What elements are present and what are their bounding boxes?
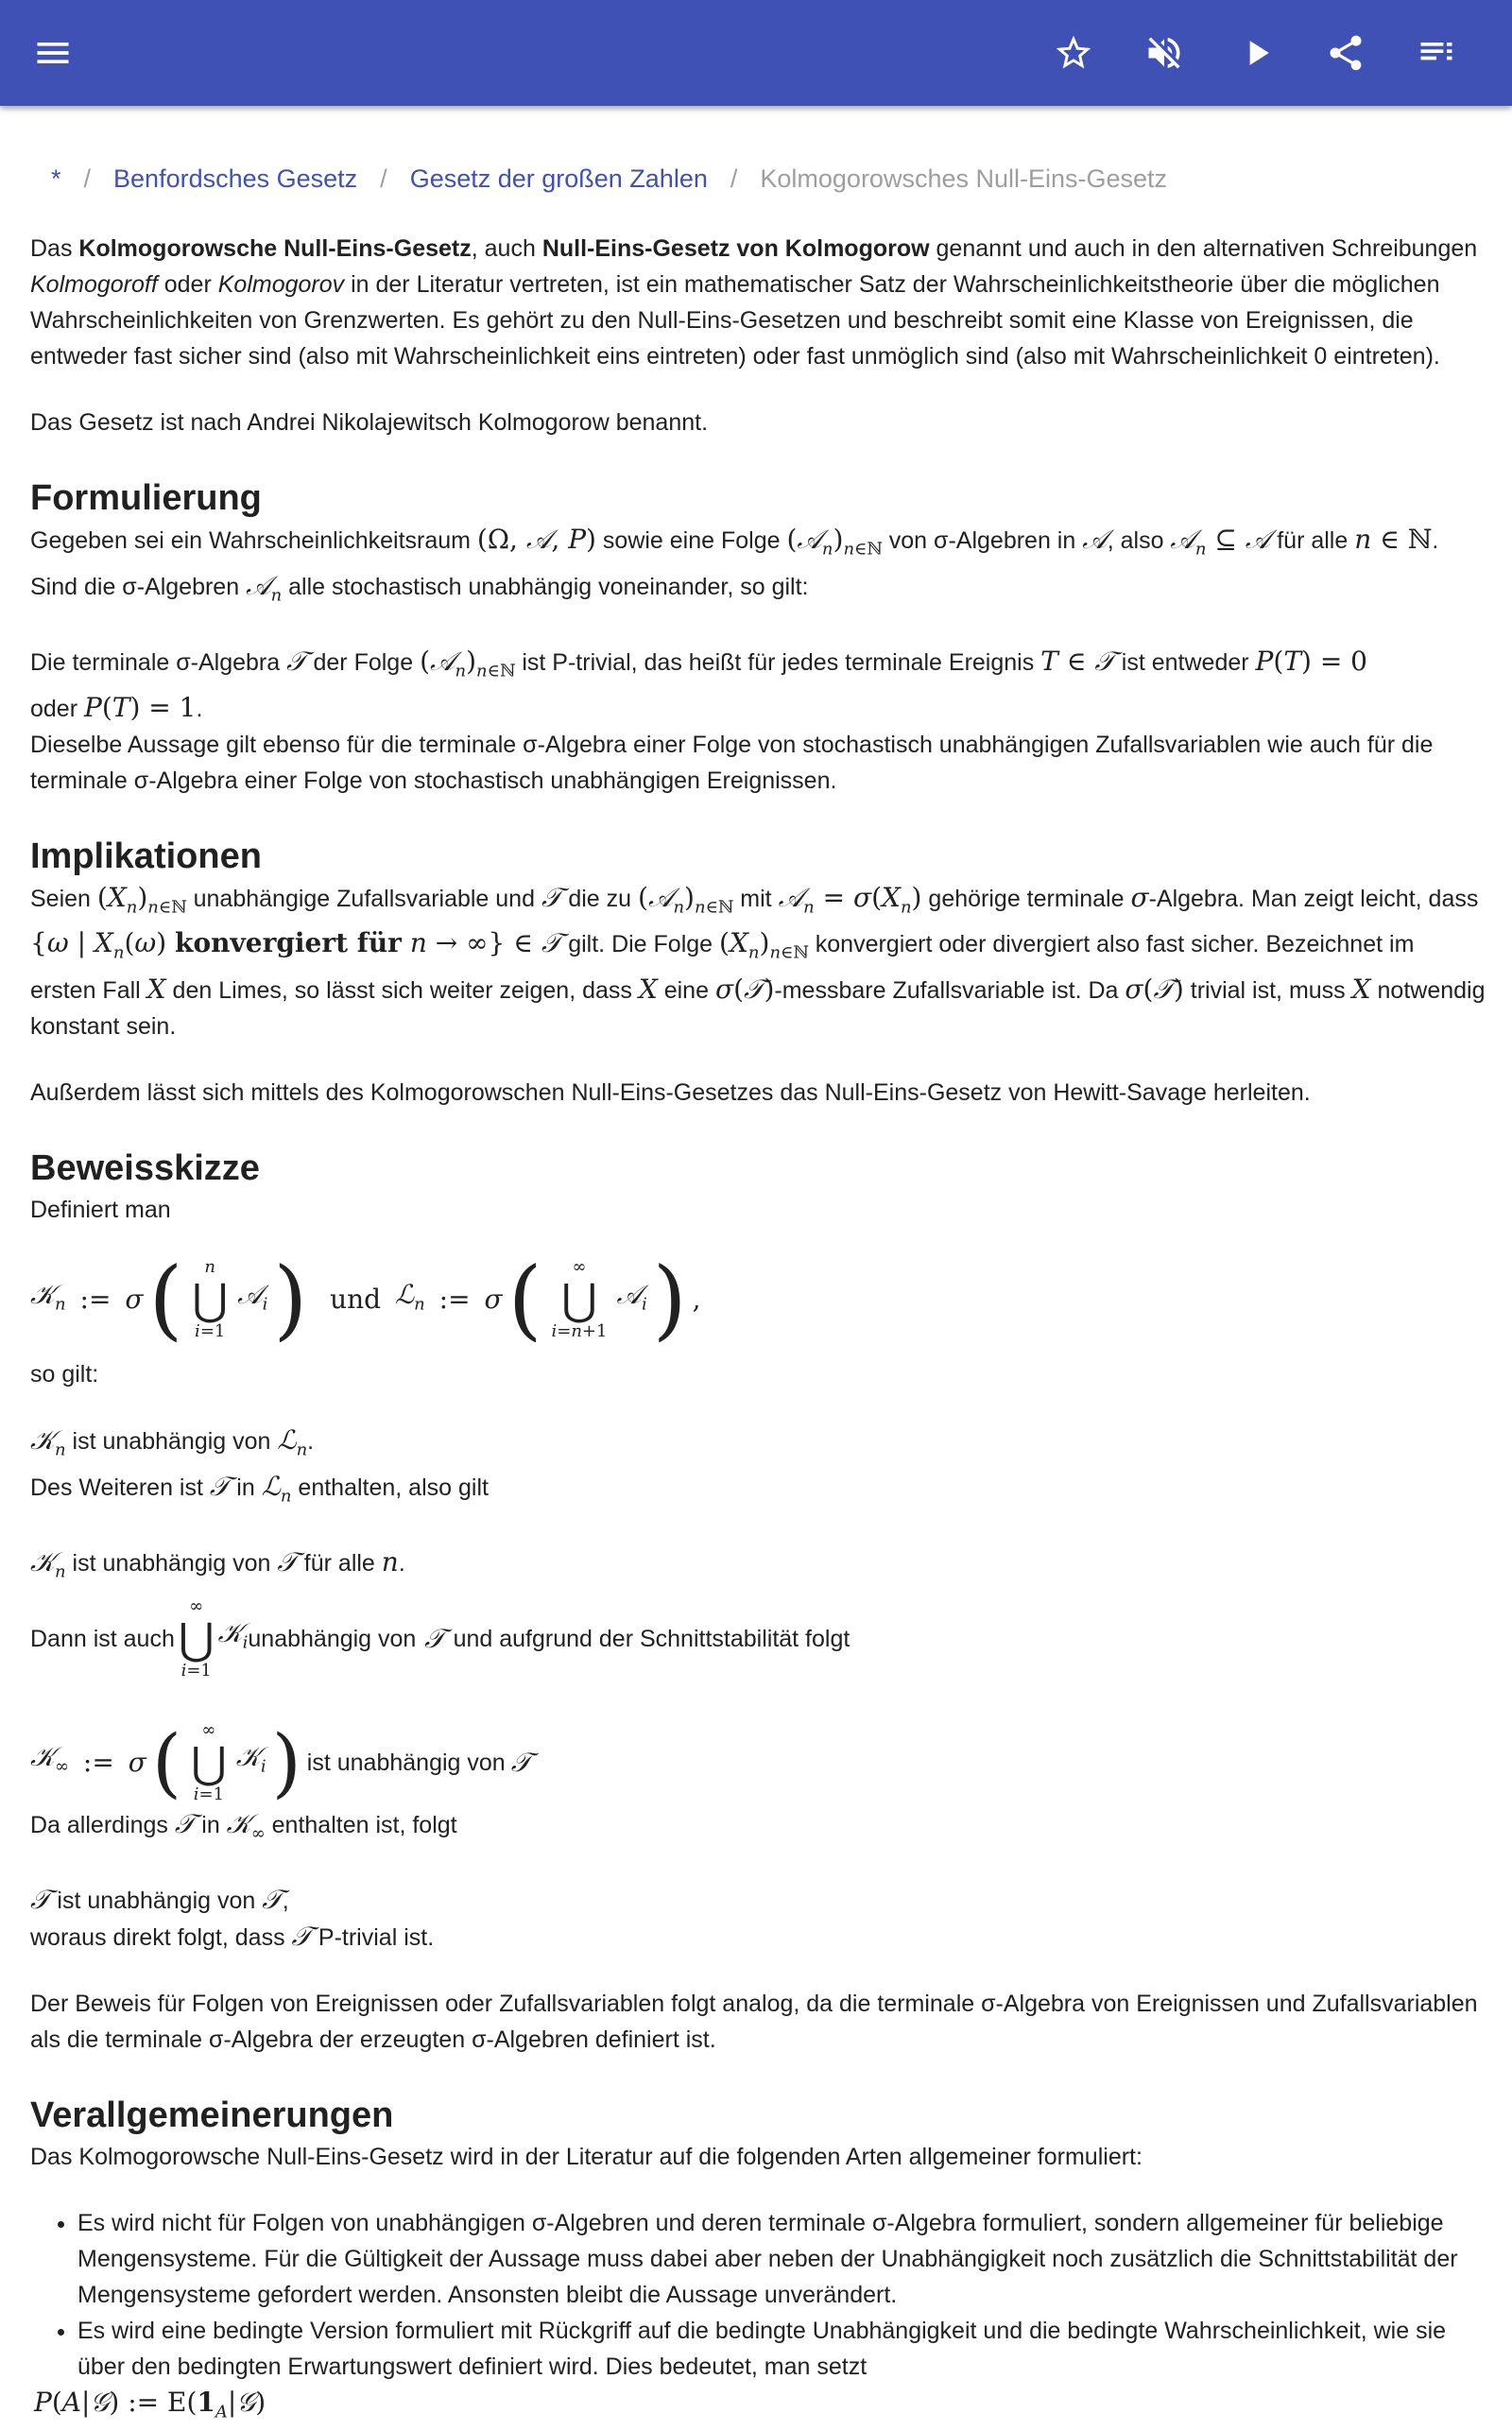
breadcrumb-item-gesetz[interactable]: Gesetz der großen Zahlen	[409, 164, 708, 193]
breadcrumb-separator: /	[83, 164, 92, 193]
beweis-intro: Definiert man	[30, 1196, 171, 1223]
formula-kn-ln: 𝒦$_n$ := σ ( n ⋃ i=1 𝒜$_i$ ) und ℒ$_n$ := σ ( ∞ ⋃ i=n+1 𝒜$_i$ ) ,	[30, 1248, 701, 1350]
beweis-paragraph: Der Beweis für Folgen von Ereignissen oder Zufallsvariablen folgt analog, da die terminale σ-Algebra von Ereignissen und Zufallsvariablen als die terminale σ-Algebra der erzeugten σ-Algebren definiert ist.	[30, 1991, 1478, 2054]
breadcrumb-home[interactable]: *	[51, 164, 61, 193]
breadcrumb-separator: /	[380, 164, 387, 193]
star-icon[interactable]	[1047, 26, 1100, 79]
intro-paragraph: Das Kolmogorowsche Null-Eins-Gesetz, auch Null-Eins-Gesetz von Kolmogorow genannt und auch in den alternativen Schreibungen Kolmogoroff oder Kolmogorov in der Literatur vertreten, ist ein mathematischer Satz der Wahrscheinlichkeitstheorie über die möglichen Wahrscheinlichkeiten von Grenzwerten. Es gehört zu den Null-Eins-Gesetzen und beschreibt somit eine Klasse von Ereignissen, die entweder fast sicher sind (also mit Wahrscheinlichkeit eins eintreten) oder fast unmöglich sind (also mit Wahrscheinlichkeit 0 eintreten).	[30, 235, 1478, 370]
article-content	[30, 161, 1486, 2431]
heading-formulierung: Formulierung	[30, 478, 262, 518]
breadcrumb	[51, 161, 1486, 197]
beweis-statement-1: 𝒦$_n$ ist unabhängig von ℒ$_n$. Des Weiteren ist 𝒯 in ℒ$_n$ enthalten, also gilt	[30, 1423, 489, 1507]
list-item: • Es wird eine bedingte Version formuliert mit Rückgriff auf die bedingte Unabhängigkeit und die bedingte Wahrscheinlichkeit, wie sie über den bedingten Erwartungswert definiert wird. Dies bedeutet, man setzt	[77, 2313, 1486, 2385]
beweis-statement-4: Da allerdings 𝒯 in 𝒦$_\infty$ enthalten ist, folgt	[30, 1807, 457, 1844]
beweis-statement-3: Dann ist auch ∞ ⋃ i=1 𝒦$_i$ unabhängig von 𝒯 und aufgrund der Schnittstabilität folgt	[30, 1595, 850, 1681]
beweis-line-so-gilt: so gilt:	[30, 1360, 99, 1388]
formulierung-paragraph: Gegeben sei ein Wahrscheinlichkeitsraum (Ω, 𝒜, P) sowie eine Folge $(𝒜_n)_{n\in ℕ}$ von σ-Algebren in 𝒜, also 𝒜$_n$ ⊆ 𝒜 für alle n ∈ ℕ. Sind die σ-Algebren 𝒜$_n$ alle stochastisch unabhängig voneinander, so gilt:	[30, 524, 1439, 606]
menu-icon[interactable]	[26, 26, 79, 79]
formula-k-infinity: 𝒦$_\infty$ := σ ( ∞ ⋃ i=1 𝒦$_i$ ) ist unabhängig von 𝒯	[30, 1717, 532, 1806]
app-bar	[0, 0, 1512, 106]
implikationen-paragraph: Seien $(X_n)_{n\in ℕ}$ unabhängige Zufallsvariable und 𝒯 die zu $(𝒜_n)_{n\in ℕ}$ mit 𝒜$_n$ = $\sigma(X_n)$ gehörige terminale σ-Algebra. Man zeigt leicht, dass {ω | $X_n(\omega)$ konvergiert für n → ∞} ∈ 𝒯 gilt. Die Folge $(X_n)_{n\in ℕ}$ konvergiert oder divergiert also fast sicher. Bezeichnet im ersten Fall X den Limes, so lässt sich weiter zeigen, dass X eine σ(𝒯)-messbare Zufallsvariable ist. Da σ(𝒯) trivial ist, muss X notwendig konstant sein.	[30, 881, 1486, 1040]
share-icon[interactable]	[1319, 26, 1372, 79]
verallgemeinerungen-intro: Das Kolmogorowsche Null-Eins-Gesetz wird in der Literatur auf die folgenden Arten allgemeiner formuliert:	[30, 2144, 1143, 2171]
breadcrumb-current: Kolmogorowsches Null-Eins-Gesetz	[760, 164, 1168, 193]
breadcrumb-separator: /	[730, 164, 738, 193]
play-icon[interactable]	[1230, 26, 1283, 79]
list-item: • Es wird nicht für Folgen von unabhängigen σ-Algebren und deren terminale σ-Algebra formuliert, sondern allgemeiner für beliebige Mengensysteme. Für die Gültigkeit der Aussage muss dabei aber neben der Unabhängigkeit noch zusätzlich die Schnittstabilität der Mengensysteme gefordert werden. Ansonsten bleibt die Aussage unverändert.	[77, 2205, 1486, 2313]
beweis-statement-2: 𝒦$_n$ ist unabhängig von 𝒯 für alle n.	[30, 1546, 405, 1582]
implikationen-paragraph-2: Außerdem lässt sich mittels des Kolmogorowschen Null-Eins-Gesetzes das Null-Eins-Gesetz von Hewitt-Savage herleiten.	[30, 1078, 1311, 1106]
heading-implikationen: Implikationen	[30, 836, 262, 876]
beweis-statement-5: 𝒯 ist unabhängig von 𝒯, woraus direkt folgt, dass 𝒯 P-trivial ist.	[30, 1884, 435, 1953]
volume-off-icon[interactable]	[1138, 26, 1191, 79]
term-italic: Kolmogoroff	[30, 271, 158, 298]
term-italic: Kolmogorov	[217, 271, 345, 298]
playlist-icon[interactable]	[1410, 26, 1463, 79]
breadcrumb-item-benford[interactable]: Benfordsches Gesetz	[113, 164, 358, 193]
heading-beweisskizze: Beweisskizze	[30, 1147, 260, 1188]
term-bold: Null-Eins-Gesetz von Kolmogorow	[541, 235, 930, 262]
formulierung-statement: Die terminale σ-Algebra 𝒯 der Folge $(𝒜_n)_{n\in ℕ}$ ist P-trivial, das heißt für jedes terminale Ereignis T ∈ 𝒯 ist entweder P(T) = 0 oder P(T) = 1. Dieselbe Aussage gilt ebenso für die terminale σ-Algebra einer Folge von stochastisch unabhängigen Zufallsvariablen wie auch für die terminale σ-Algebra einer Folge von stochastisch unabhängigen Ereignissen.	[30, 646, 1434, 794]
formula-conditional: P(A|𝒢) := $E(1_A|𝒢)$	[34, 2387, 266, 2422]
intro-paragraph-2: Das Gesetz ist nach Andrei Nikolajewitsch Kolmogorow benannt.	[30, 409, 709, 436]
term-bold: Kolmogorowsche Null-Eins-Gesetz	[78, 235, 472, 262]
heading-verallgemeinerungen: Verallgemeinerungen	[30, 2095, 394, 2136]
verallgemeinerungen-list	[30, 2205, 1486, 2385]
